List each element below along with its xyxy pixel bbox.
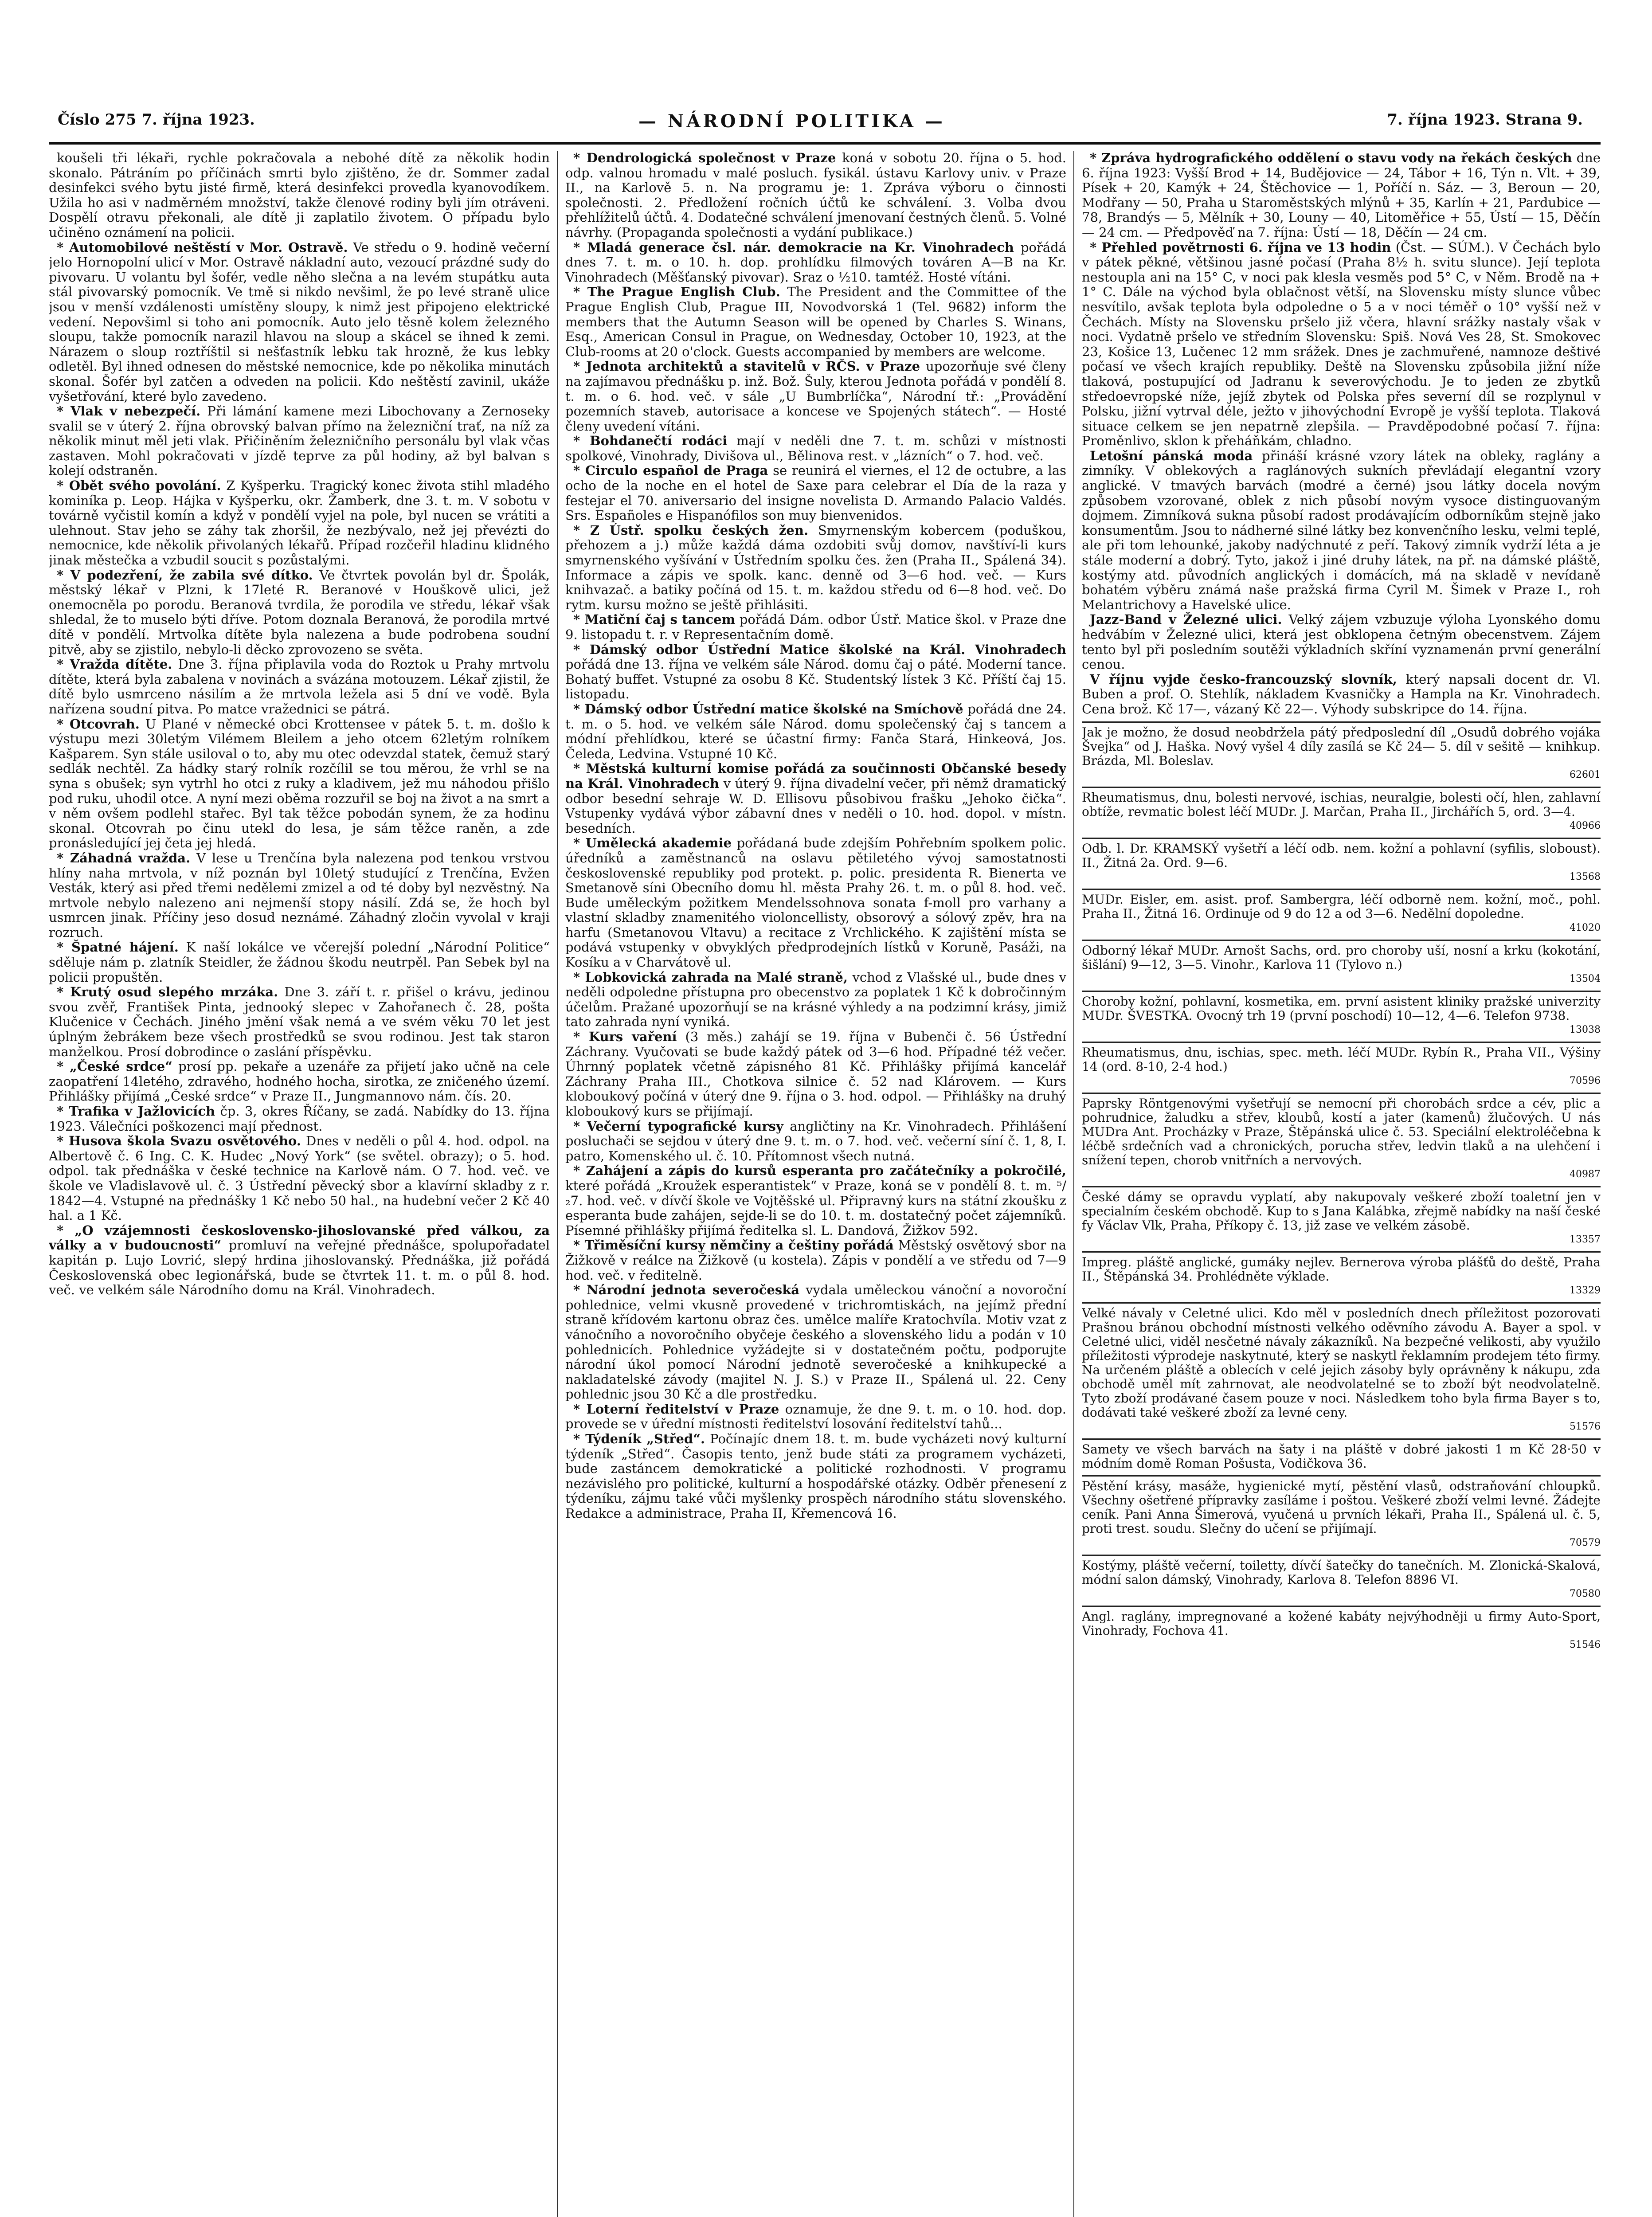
article-heading: * Dendrologická společnost v Praze bbox=[573, 151, 836, 165]
advertisement bbox=[1082, 787, 1601, 833]
column-3 bbox=[1082, 151, 1601, 2217]
advertisement bbox=[1082, 1302, 1601, 1434]
article-text: pořádá dnes 7. t. m. o 10. h. dop. prohlídku filmových továren A—B na Kr. Vinohradech (Měšťanský pivovar). Sraz o ½10. tamtéž. Hosté vítáni. bbox=[565, 239, 1066, 285]
article-text: prosí pp. pekaře a uzenáře za přijetí jako učně na cele zaopatření 14letého, zdravého, hodného hocha, sirotka, ze zničeného území. Přihlášky přijímá „České srdce“ v Praze II., Jungmannovo nám. čís. 20. bbox=[49, 1059, 550, 1104]
article-text: upozorňuje své členy na zajímavou přednášku p. inž. Bož. Šuly, kterou Jednota pořádá v pondělí 8. t. m. o 6. hod. več. v sále „U Bumbrlíčka“, Národní tř.: „Provádění pozemních staveb, autorisace a koncese ve Spojených státech“. — Hosté členy uvedení vítáni. bbox=[565, 359, 1066, 434]
article bbox=[1082, 240, 1601, 449]
column-2 bbox=[565, 151, 1066, 2217]
article-text: Městský osvětový sbor na Žižkově v reálce na Žižkově (u kostela). Zápis v pondělí a ve středu od 7—9 hod. več. v ředitelně. bbox=[565, 1238, 1066, 1283]
article-text: mají v neděli dne 7. t. m. schůzi v místnosti spolkové, Vinohrady, Divišova ul., Bělinova rest. v „lázních“ o 7. hod. več. bbox=[565, 433, 1066, 463]
article-text: pořádá dne 13. října ve velkém sále Národ. domu čaj o páté. Moderní tance. Bohatý buffet. Vstupné za osobu 8 Kč. Studentský lístek 3 Kč. Příští čaj 15. listopadu. bbox=[565, 657, 1066, 702]
advertisement bbox=[1082, 1093, 1601, 1182]
ad-text: MUDr. Eisler, em. asist. prof. Sambergra, léčí odborně nem. kožní, moč., pohl. Praha II., Žitná 16. Ordinuje od 9 do 12 a od 3—6. Nedělní dopoledne. bbox=[1082, 892, 1601, 921]
article-text: pořádá Dám. odbor Ústř. Matice škol. v Praze dne 9. listopadu t. r. v Representačním domě. bbox=[565, 612, 1066, 642]
article-heading: * Jednota architektů a stavitelů v RČS. v Praze bbox=[573, 359, 920, 374]
article-heading: * Husova škola Svazu osvětového. bbox=[57, 1133, 301, 1149]
article-text: pořádaná bude zdejším Pohřebním spolkem polic. úředníků a zaměstnanců na oslavu pětiletého vývoj samostatnosti československé republiky pod protekt. p. polic. presidenta R. Bienerta ve Smetanově síni Obecního domu hl. města Prahy 26. t. m. o půl 8. hod. več. Bude uměleckým požitkem Mendelssohnova sonata f-moll pro varhany a vlastní skladby znamenitého violoncellisty, obsorový a sólový zpěv, hra na harfu (Smetanovou Vltavu) a recitace z Vrchlického. K zajištění místa se podává vstupenky v obvyklých předprodejních lístků v Koruně, Pasáži, na Kosíku a v Charvátově ul. bbox=[565, 835, 1066, 970]
article bbox=[565, 702, 1066, 761]
ad-number: 41020 bbox=[1570, 922, 1601, 933]
ad-text: Pěstění krásy, masáže, hygienické mytí, pěstění vlasů, odstraňování chloupků. Všechny ošetřené přípravky zasíláme i poštou. Veškeré zboží velmi levné. Žádejte ceník. Pani Anna Šimerová, vyučená u prvních lékaři, Praha II., Spálená ul. č. 5, proti trest. soudu. Slečny do učení se přijímají. bbox=[1082, 1478, 1601, 1536]
article bbox=[49, 1059, 550, 1104]
article-heading: * Dámský odbor Ústřední matice školské na Smíchově bbox=[573, 701, 963, 717]
article-heading: V říjnu vyjde česko-francouzský slovník, bbox=[1090, 671, 1397, 687]
ad-number: 70580 bbox=[1570, 1588, 1601, 1599]
article bbox=[565, 1163, 1066, 1238]
article bbox=[49, 985, 550, 1059]
article bbox=[565, 359, 1066, 434]
article bbox=[565, 1432, 1066, 1521]
article bbox=[1082, 449, 1601, 613]
ad-text: České dámy se opravdu vyplatí, aby nakupovaly veškeré zboží toaletní jen v specialním českém obchodě. Kup to s Jana Kalábka, zřejmě nabídky na naší české fy Václav Vlk, Praha, Příkopy č. 13, již zase ve velkém zásobě. bbox=[1082, 1189, 1601, 1233]
advertisement bbox=[1082, 1555, 1601, 1601]
article bbox=[565, 285, 1066, 359]
article-text: (3 měs.) zahájí se 19. října v Bubenči č. 56 Ústřední Záchrany. Vyučovati se bude každý pátek od 3—6 hod. Případné též večer. Úhrnný poplatek včetně zápisného 81 Kč. Přihlášky přijímá kancelář Záchrany Praha III., Chotkova silnice č. 52 nad Klárovem. — Kurs kloboukový počíná v úterý dne 9. října o 3. hod. odpol. — Přihlášky na druhý kloboukový kurs se přijímají. bbox=[565, 1029, 1066, 1119]
article-heading: * Circulo español de Praga bbox=[573, 463, 768, 478]
article-heading: * V podezření, že zabila své dítko. bbox=[57, 567, 313, 583]
ad-text: Paprsky Röntgenovými vyšetřují se nemocní při chorobách srdce a cév, plic a pohrudnice, žaludku a střev, kloubů, kostí a jater (kamenů) žlučových. U nás MUDra Ant. Procházky v Praze, Štěpánská ulice č. 53. Speciální elektroléčebna k léčbě srdečních vad a chronických, porucha střev, ledvin tlaků a na ulehčení i snížení tepen, chorob vnitřních a nervových. bbox=[1082, 1096, 1601, 1167]
ad-text: Impreg. pláště anglické, gumáky nejlev. Bernerova výroba plášťů do deště, Praha II., Štěpánská 34. Prohlédněte výklade. bbox=[1082, 1254, 1601, 1284]
article-heading: * Zahájení a zápis do kursů esperanta pro začátečníky a pokročilé, bbox=[573, 1163, 1066, 1179]
ad-number: 40966 bbox=[1570, 820, 1601, 831]
article bbox=[1082, 672, 1601, 717]
article bbox=[565, 1402, 1066, 1432]
article-heading: * „O vzájemnosti československo-jihoslovanské před válkou, za války a v budoucnosti“ bbox=[49, 1222, 550, 1253]
article-heading: * The Prague English Club. bbox=[573, 284, 780, 300]
article-text: se reunirá el viernes, el 12 de octubre, a las ocho de la noche en el hotel de Saxe para celebrar el Día de la raza y festejar el 70. aniversario del insigne novelista D. Armando Palacio Valdés. Srs. Españoles e Hispanófilos son muy bienvenidos. bbox=[565, 463, 1066, 523]
ad-text: Jak je možno, že dosud neobdržela pátý předposlední díl „Osudů dobrého vojáka Švejka“ od J. Haška. Nový vyšel 4 díly zasílá se Kč 24— 5. díl v sešitě — knihkup. Brázda, Ml. Boleslav. bbox=[1082, 725, 1601, 768]
ad-text: Samety ve všech barvách na šaty i na pláště v dobré jakosti 1 m Kč 28·50 v módním domě Roman Pošusta, Vodičkova 36. bbox=[1082, 1441, 1601, 1471]
article-heading: * Obět svého povolání. bbox=[57, 478, 221, 494]
article-heading: * Loterní ředitelství v Praze bbox=[573, 1401, 779, 1417]
ad-number: 13329 bbox=[1570, 1285, 1601, 1296]
article-heading: * Kurs vaření bbox=[573, 1029, 677, 1045]
advertisement bbox=[1082, 1251, 1601, 1298]
ad-number: 40987 bbox=[1570, 1168, 1601, 1180]
article-text: promluví na veřejné přednášce, spolupořadatel kapitán p. Lujo Lovrić, slepý hrdina jihoslovanský. Přednáška, již pořádá Československá obec legionářská, bude se čtvrtek 11. t. m. o půl 8. hod. več. ve velkém sále Národního domu na Král. Vinohradech. bbox=[49, 1238, 550, 1298]
article-text: Počínajíc dnem 18. t. m. bude vycházeti nový kulturní týdeník „Střed“. Časopis tento, jenž bude státi za programem vycházeti, bude zastáncem demokratické a politické rozhodnosti. V programu nezávislého pro politické, kulturní a hospodářské otázky. Odběr přenesení z týdeníku, zájmu také vůči myšlenky prospěch národního státu slovenského. Redakce a administrace, Praha II, Křemencová 16. bbox=[565, 1431, 1066, 1521]
newspaper-title: — NÁRODNÍ POLITIKA — bbox=[638, 111, 945, 132]
article-heading: * Národní jednota severočeská bbox=[573, 1282, 800, 1298]
article-heading: * Přehled povětrnosti 6. října ve 13 hodin bbox=[1090, 239, 1391, 255]
article-heading: Jazz-Band v Železné ulici. bbox=[1090, 612, 1282, 627]
article-text: (Čst. — SÚM.). V Čechách bylo v pátek pěkné, většinou jasné počasí (Praha 8½ h. svitu slunce). Její teplota nestoupla ani na 15° C, v noci pak klesla vesměs pod 5° C, v Něm. Brodě na + 1° C. Dále na východ byla oblačnost větší, na Slovensku místy slunce vůbec nesvítilo, avšak teplota byla odpoledne o 5 a v noci téměř o 10° vyšší než v Čechách. Místy na Slovensku pršelo již včera, hlavní srážky nastaly však v noci. Vydatně pršelo ve středním Slovensku: Spiš. Nová Ves 28, St. Smokovec 23, Košice 13, Lučenec 12 mm srážek. Dnes je zachmuřené, namnoze deštivé počasí ve všech krajích republiky. Deště na Slovensku způsobila jižní níže tlaková, postupující od Jadranu k severovýchodu. Je to jeden ze zbytků středoevropské níže, jejíž zbytek od Polska přes severní díl se rozplynul v Polsku, jižní vytrval déle, ježto v jihovýchodní Evropě je vyšší teplota. Tlaková situace celkem se jen nepatrně zlepšila. — Pravděpodobné počasí 7. října: Proměnlivo, sklon k přeháňkám, chladno. bbox=[1082, 239, 1601, 449]
ad-text: Choroby kožní, pohlavní, kosmetika, em. první asistent kliniky pražské univerzity MUDr. ŠVESTKA. Ovocný trh 19 (první poschodí) 10—12, 4—6. Telefon 9738. bbox=[1082, 994, 1601, 1023]
article-text: Dne 3. září t. r. přišel o krávu, jedinou svou zvěř, František Pinta, jednooký slepec v Zahořanech č. 28, pošta Klučenice v Čechách. Jiného jmění však nemá a ve svém věku 70 let jest úplným žebrákem beze všech prostředků se svou rodinou. Jest tak staron manželkou. Prosí dobrodince o zaslání příspěvku. bbox=[49, 984, 550, 1059]
article-text: angličtiny na Kr. Vinohradech. Přihlášení posluchači se sejdou v úterý dne 9. t. m. o 7. hod. več. večerní síní č. 1, 8, I. patro, Komenského ul. č. 10. Přítomnost všech nutná. bbox=[565, 1118, 1066, 1163]
article-text: K naší lokálce ve včerejší polední „Národní Politice“ sděluje nám p. zlatník Steidler, že žádnou škodu neutrpěl. Pan Sebek byl na policii propuštěn. bbox=[49, 940, 550, 985]
advertisement bbox=[1082, 889, 1601, 935]
article bbox=[565, 1283, 1066, 1402]
ad-text: Rheumatismus, dnu, bolesti nervové, ischias, neuralgie, bolesti očí, hlen, zahlavní obtíže, revmatic bolest léčí MUDr. J. Marčan, Praha II., Jirchářích 5, ord. 3—4. bbox=[1082, 790, 1601, 819]
ad-number: 51576 bbox=[1570, 1421, 1601, 1432]
article bbox=[49, 1223, 550, 1298]
article-text: Z Kyšperku. Tragický konec života stihl mladého kominíka p. Leop. Hájka v Kyšperku, okr. Žamberk, dne 3. t. m. V sobotu v továrně vyčistil komín a když v pondělí vyjel na pole, byl nucen se vrátiti a ulehnout. Stav jeho se záhy tak zhoršil, že nezbývalo, než jej převézti do nemocnice, kde několik přivolaných lékařů. Případ rozčeřil hladinu klidného jinak městečka a vzbudil soucit s pozůstalými. bbox=[49, 478, 550, 568]
article bbox=[49, 151, 550, 240]
article-text: které pořádá „Kroužek esperantistek“ v Praze, koná se v pondělí 8. t. m. ⁵/₂7. hod. več. v dívčí škole ve Vojtěšské ul. Připravný kurs na státní zkoušku z esperanta bude zahájen, sejde-li se do 10. t. m. dostatečný počet zájemníků. Písemné přihlášky přijímá ředitelka sl. L. Dandová, Žižkov 592. bbox=[565, 1178, 1066, 1238]
article-heading: Letošní pánská moda bbox=[1090, 448, 1253, 463]
article bbox=[49, 240, 550, 404]
article-heading: * Dámský odbor Ústřední Matice školské na Král. Vinohradech bbox=[573, 642, 1066, 657]
advertisement bbox=[1082, 1606, 1601, 1652]
article-text: The President and the Committee of the Prague English Club, Prague III, Novodvorská 1 (Tel. 9682) inform the members that the Autumn Season will be opened by Charles S. Winans, Esq., American Consul in Prague, on Wednesday, October 10, 1923, at the Club-rooms at 20 o'clock. Guests accompanied by members are welcome. bbox=[565, 284, 1066, 359]
article-heading: * Trafika v Jažlovicích bbox=[57, 1104, 215, 1119]
ad-text: Odb. l. Dr. KRAMSKÝ vyšetří a léčí odb. nem. kožní a pohlavní (syfilis, sloboust). II., Žitná 2a. Ord. 9—6. bbox=[1082, 841, 1601, 870]
article-text: v úterý 9. října divadelní večer, při němž dramatický odbor besední sehraje W. D. Ellisovu působivou frašku „Jehoko čička“. Vstupenky vydává výbor zábavní dnes v neděli o 10. hod. dopol. v místn. besedních. bbox=[565, 776, 1066, 836]
advertisement bbox=[1082, 838, 1601, 884]
article-text: Velký zájem vzbuzuje výloha Lyonského domu hedvábím v Železné ulici, která jest obklopena četným obecenstvem. Zájem tento byl při posledním soutěži výkladních skříní vyznamenán první generální cenou. bbox=[1082, 612, 1601, 672]
advertisement bbox=[1082, 940, 1601, 986]
page-date: 7. října 1923. Strana 9. bbox=[1387, 111, 1583, 129]
article bbox=[565, 240, 1066, 285]
article-text: Při lámání kamene mezi Libochovany a Zernoseky svalil se v úterý 2. října obrovský balvan přímo na železniční trať, na níž za několik minut měl jeti vlak. Přičiněním železničního personálu byl vlak včas zastaven. Mohl pokračovati v jízdě teprve za půl hodiny, až byl balvan s kolejí odstraněn. bbox=[49, 403, 550, 478]
article bbox=[49, 568, 550, 658]
article-heading: * Zpráva hydrografického oddělení o stavu vody na řekách českých bbox=[1090, 151, 1572, 165]
article-text: Ve čtvrtek povolán byl dr. Špolák, městský lékař v Plzni, k 17leté R. Beranové v Houškově ulici, jež onemocněla po porodu. Beranová tvrdila, že porodila ve středu, lékař však shledal, že to muselo býti dříve. Potom doznala Beranová, že porodila mrtvé dítě v pondělí. Mrtvolka dítěte byla nalezena a bude podrobena soudní pitvě, aby se zjistilo, nebylo-li děcko zprovozeno se světa. bbox=[49, 567, 550, 657]
article bbox=[49, 940, 550, 985]
column-1 bbox=[49, 151, 550, 2217]
article-heading: * Umělecká akademie bbox=[573, 835, 732, 851]
article bbox=[565, 434, 1066, 463]
article bbox=[565, 1238, 1066, 1283]
article bbox=[565, 1119, 1066, 1164]
article-heading: * Večerní typografické kursy bbox=[573, 1118, 783, 1134]
article bbox=[49, 404, 550, 478]
article-text: Dne 3. října připlavila voda do Roztok u Prahy mrtvolu dítěte, která byla zabalena v novinách a svázána motouzem. Lékař zjistil, že dítě bylo usmrceno násilím a že mrtvola ležela asi 5 dní ve vodě. Byla nařízena soudní pitva. Po matce vražednici se pátrá. bbox=[49, 657, 550, 717]
article-text: který napsali docent dr. Vl. Buben a prof. O. Stehlík, nákladem Kvasničky a Hampla na Kr. Vinohradech. Cena brož. Kč 17—, vázaný Kč 22—. Výhody subskripce do 14. října. bbox=[1082, 671, 1601, 717]
article bbox=[565, 970, 1066, 1030]
article bbox=[1082, 151, 1601, 240]
article bbox=[1082, 612, 1601, 672]
article-heading: * Špatné hájení. bbox=[57, 940, 179, 955]
article-heading: * Záhadná vražda. bbox=[57, 850, 191, 866]
article-heading: * „České srdce“ bbox=[57, 1059, 172, 1074]
advertisement bbox=[1082, 1475, 1601, 1550]
article-text: U Plané v německé obci Krottensee v pátek 5. t. m. došlo k výstupu mezi 30letým Vilémem Bleilem a jeho otcem 62letým rolníkem Kašparem. Syn stále usiloval o to, aby mu otec odevzdal statek, čemuž starý sedlák nechtěl. Za hádky starý rolník rozčílil se tou měrou, že vrhl se na syna s obušek; syn vytrhl ho otci z ruky a kladivem, jež mu náhodou přišlo pod ruku, uhodil otce. A nyní mezi oběma rozzuřil se boj na život a na smrt a v něm ovšem podlehl stařec. Byl tak těžce pobodán synem, že za hodinu skonal. Otcovrah po činu utekl do lesa, je sám těžce raněn, a zde pronásledující jej četa jej hledá. bbox=[49, 716, 550, 851]
article-text: pořádá dne 24. t. m. o 5. hod. ve velkém sále Národ. domu společenský čaj s tancem a módní přehlídkou, které se účastní firmy: Fanča Stará, Hinkeová, Jos. Čeleda, Ledvina. Vstupné 10 Kč. bbox=[565, 701, 1066, 761]
article-text: vchod z Vlašské ul., bude dnes v neděli odpoledne přístupna pro obecenstvo za poplatek 1 Kč k dobročinným účelům. Pražané upozorňují se na krásné výhledy a na podzimní krásy, jimiž tato zahrada nyní vyniká. bbox=[565, 969, 1066, 1030]
article bbox=[565, 836, 1066, 970]
article-heading: * Městská kulturní komise pořádá za součinnosti Občanské besedy na Král. Vinohradech bbox=[565, 761, 1066, 791]
article-text: Smyrnenským kobercem (poduškou, přehozem a j.) může každá dáma ozdobiti svůj domov, navštíví-li kurs smyrnenského vyšívání v Ústředním spolku čes. žen (Praha II., Spálená 34). Informace a zápis ve spolk. kanc. denně od 3—6 hod. več. — Kurs knihvazač. a batiky počíná od 15. t. m. každou středu od 6—8 hod. več. Do rytm. kursu možno se ještě přihlásiti. bbox=[565, 522, 1066, 612]
advertisement bbox=[1082, 1438, 1601, 1471]
ad-number: 70596 bbox=[1570, 1075, 1601, 1086]
article-text: koušeli tři lékaři, rychle pokračovala a nebohé dítě za několik hodin skonalo. Pátráním po příčinách smrti bylo zjištěno, že dr. Sommer zadal desinfekci svého bytu jisté firmě, která desinfekci provedla kyanovodíkem. Užila ho asi v nadměrném množství, takže členové rodiny byli jím otráveni. Dospělí otravu překonali, ale dítě ji zaplatilo životem. O případu bylo učiněno oznámení na policii. bbox=[49, 151, 550, 240]
advertisement bbox=[1082, 721, 1601, 782]
issue-number: Číslo 275 7. října 1923. bbox=[58, 111, 255, 129]
ad-number: 62601 bbox=[1570, 769, 1601, 780]
article-text: vydala uměleckou vánoční a novoroční pohlednice, velmi vkusně provedené v trichromtiskách, na jejímž přední straně křídovém kartonu obraz čes. umělce malíře Kratochvíla. Motiv vzat z vánočního a novoročního obyčeje českého a slovenského lidu a podán v 10 pohlednicích. Pohlednice vyžádejte si v dostatečném počtu, podporujte národní úkol pomocí Národní jednotě severočeské a knihkupecké a nakladatelské závody (majitel N. J. S.) v Praze II., Spálená ul. 22. Ceny pohlednic jsou 30 Kč a dle prostředku. bbox=[565, 1282, 1066, 1402]
article bbox=[565, 642, 1066, 702]
ad-text: Kostýmy, pláště večerní, toiletty, dívčí šatečky do tanečních. M. Zlonická-Skalová, módní salon dámský, Vinohrady, Karlova 8. Telefon 8896 VI. bbox=[1082, 1558, 1601, 1587]
article-text: Dnes v neděli o půl 4. hod. odpol. na Albertově č. 6 Ing. C. K. Hudec „Nový York“ (se světel. obrazy); o 5. hod. odpol. tak přednáška v české technice na Karlově nám. O 7. hod. več. ve škole ve Vladislavově ul. č. 3 Ústřední pěvecký sbor a klavírní skladby z r. 1842—4. Vstupné na přednášky 1 Kč nebo 50 hal., na hudební večer 2 Kč 40 hal. a 1 Kč. bbox=[49, 1133, 550, 1223]
article bbox=[49, 1134, 550, 1223]
ad-number: 13568 bbox=[1570, 871, 1601, 882]
article-heading: * Mladá generace čsl. nár. demokracie na Kr. Vinohradech bbox=[573, 239, 1014, 255]
article-heading: * Vražda dítěte. bbox=[57, 657, 172, 672]
ad-number: 13504 bbox=[1570, 973, 1601, 984]
ad-number: 51546 bbox=[1570, 1639, 1601, 1650]
ad-number: 13038 bbox=[1570, 1024, 1601, 1035]
article bbox=[49, 478, 550, 568]
article-heading: * Automobilové neštěstí v Mor. Ostravě. bbox=[57, 239, 348, 255]
article-heading: * Třiměsíční kursy němčiny a češtiny pořádá bbox=[573, 1238, 894, 1253]
article-text: dne 6. října 1923: Vyšší Brod + 14, Budějovice — 24, Tábor + 16, Týn n. Vlt. + 39, Písek + 20, Kamýk + 24, Štěchovice — 1, Poříčí n. Sáz. — 3, Beroun — 20, Modřany — 50, Praha u Staroměstských mlýnů + 35, Karlín + 21, Pardubice — 78, Brandýs — 5, Mělník + 30, Louny — 40, Litoměřice + 55, Ústí — 15, Děčín — 24 cm. — Předpověď na 7. října: Ústí — 18, Děčín — 24 cm. bbox=[1082, 151, 1601, 240]
article bbox=[565, 1030, 1066, 1119]
article-heading: * Otcovrah. bbox=[57, 716, 140, 732]
header-rule bbox=[49, 142, 1601, 145]
article bbox=[49, 851, 550, 940]
ad-text: Odborný lékař MUDr. Arnošt Sachs, ord. pro choroby uší, nosní a krku (kokotání, šišlání) 9—12, 3—5. Vinohr., Karlova 11 (Tylovo n.) bbox=[1082, 943, 1601, 972]
article-heading: * Z Ústř. spolku českých žen. bbox=[573, 522, 809, 538]
article bbox=[565, 761, 1066, 836]
article bbox=[49, 1104, 550, 1134]
column-divider bbox=[557, 151, 558, 2217]
article-heading: * Týdeník „Střed“. bbox=[573, 1431, 705, 1447]
ad-number: 70579 bbox=[1570, 1537, 1601, 1548]
article-heading: * Krutý osud slepého mrzáka. bbox=[57, 984, 278, 1000]
column-divider bbox=[1073, 151, 1074, 2217]
article-heading: * Lobkovická zahrada na Malé straně, bbox=[573, 969, 848, 985]
ad-number: 13357 bbox=[1570, 1234, 1601, 1245]
article-text: Ve středu o 9. hodině večerní jelo Hornopolní ulicí v Mor. Ostravě nákladní auto, vezoucí prázdné sudy do pivovaru. U volantu byl šofér, vedle něho slečna a na levém stupátku auta stál pivovarský pomocník. Ve tmě si nikdo nevšiml, že po levé straně ulice jsou v menší vzdálenosti umístěny sloupy, k nimž jest připojeno elektrické vedení. Nepovšiml si toho ani pomocník. Auto jelo těsně kolem železného sloupu, takže pomocník narazil hlavou na sloup a skácel se ihned k zemi. Nárazem o sloup roztříštil si nešťastník lebku tak hrozně, že kus lebky odletěl. Byl ihned odnesen do městské nemocnice, kde po několika minutách skonal. Šofér byl zatčen a odveden na policii. Kdo neštěstí zavinil, ukáže vyšetřování, které bylo zavedeno. bbox=[49, 239, 550, 404]
article-text: přináší krásné vzory látek na obleky, raglány a zimníky. V oblekových a raglánových sukních převládají elegantní vzory anglické. V tmavých barvách (modré a černé) jsou látky docela novým způsobem vzorované, oblek z nich působí novým vysoce distinguovaným dojmem. Zimníková sukna působí radost prodávajícím odborníkům stejně jako konsumentům. Jsou to nádherné silné látky bez konvenčního lesku, velmi teplé, ale při tom lehounké, jakoby nadýchnuté z peří. Takový zimník vydrží léta a je stále moderní a dobrý. Tyto, jakož i jiné druhy látek, na př. na dámské pláště, kostýmy atd. původních anglických i domácích, má na skladě v nevídaně bohatém výběru známá naše pražská firma Cyril M. Šimek v Praze I., roh Melantrichovy a Havelské ulice. bbox=[1082, 448, 1601, 612]
advertisement bbox=[1082, 1186, 1601, 1247]
page-header bbox=[49, 111, 1601, 137]
ad-text: Velké návaly v Celetné ulici. Kdo měl v posledních dnech příležitost pozorovati Prašnou bránou obchodní místnosti velkého oděvního závodu A. Bayer a spol. v Celetné ulici, viděl nesčetné návaly zákazníků. Na bezpečné velikosti, aby využilo příležitosti výprodeje naskytnuté, který se naskytl řeklamním prodejem této firmy. Na určeném pláště a oblecích v celé jejich zásoby byly oprávněny k nákupu, zda obchodě uměl mít zahrnovat, ale neodvolatelné se to zboží být neodvolatelně. Tyto zboží prodávané časem pouze v noci. Následkem toho byla firma Bayer s to, dodávati také veškeré zboží za levné ceny. bbox=[1082, 1305, 1601, 1420]
article-heading: * Matiční čaj s tancem bbox=[573, 612, 736, 627]
article-heading: * Vlak v nebezpečí. bbox=[57, 403, 201, 419]
article bbox=[565, 463, 1066, 523]
article-text: oznamuje, že dne 9. t. m. o 10. hod. dop. provede se v úřední místnosti ředitelství losování ředitelství tahů... bbox=[565, 1401, 1066, 1432]
article-text: čp. 3, okres Říčany, se zadá. Nabídky do 13. října 1923. Válečníci poškozenci mají přednost. bbox=[49, 1104, 550, 1134]
ad-text: Angl. raglány, impregnované a kožené kabáty nejvýhodněji u firmy Auto-Sport, Vinohrady, Fochova 41. bbox=[1082, 1609, 1601, 1638]
advertisement bbox=[1082, 1042, 1601, 1088]
article-heading: * Bohdanečtí rodáci bbox=[573, 433, 728, 449]
article bbox=[565, 151, 1066, 240]
article-text: koná v sobotu 20. října o 5. hod. odp. valnou hromadu v malé posluch. fysikál. ústavu Karlovy univ. v Praze II., na Karlově 5. n. Na programu je: 1. Zpráva výboru o činnosti společnosti. 2. Předložení ročních účtů ke schválení. 3. Volba dvou přehlížitelů účtů. 4. Dodatečné schválení jmenovaní čestných členů. 5. Volné návrhy. (Propaganda společnosti a vydání publikace.) bbox=[565, 151, 1066, 240]
ad-text: Rheumatismus, dnu, ischias, spec. meth. léčí MUDr. Rybín R., Praha VII., Výšiny 14 (ord. 8-10, 2-4 hod.) bbox=[1082, 1045, 1601, 1074]
article bbox=[565, 523, 1066, 613]
article bbox=[49, 657, 550, 717]
article bbox=[565, 612, 1066, 642]
article-text: V lese u Trenčína byla nalezena pod tenkou vrstvou hlíny naha mrtvola, v níž poznán byl 10letý studující z Trenčína, Evžen Vesták, který asi před třemi nedělemi zmizel a od té doby byl nezvěstný. Na mrtvole nebylo nalezeno ani nejmenší stopy násilí. Zdá se, že hoch byl usmrcen jinak. Příčiny jeso dosud neznámé. Záhadný zločin vyvolal v kraji rozruch. bbox=[49, 850, 550, 940]
advertisement bbox=[1082, 991, 1601, 1037]
article bbox=[49, 717, 550, 851]
